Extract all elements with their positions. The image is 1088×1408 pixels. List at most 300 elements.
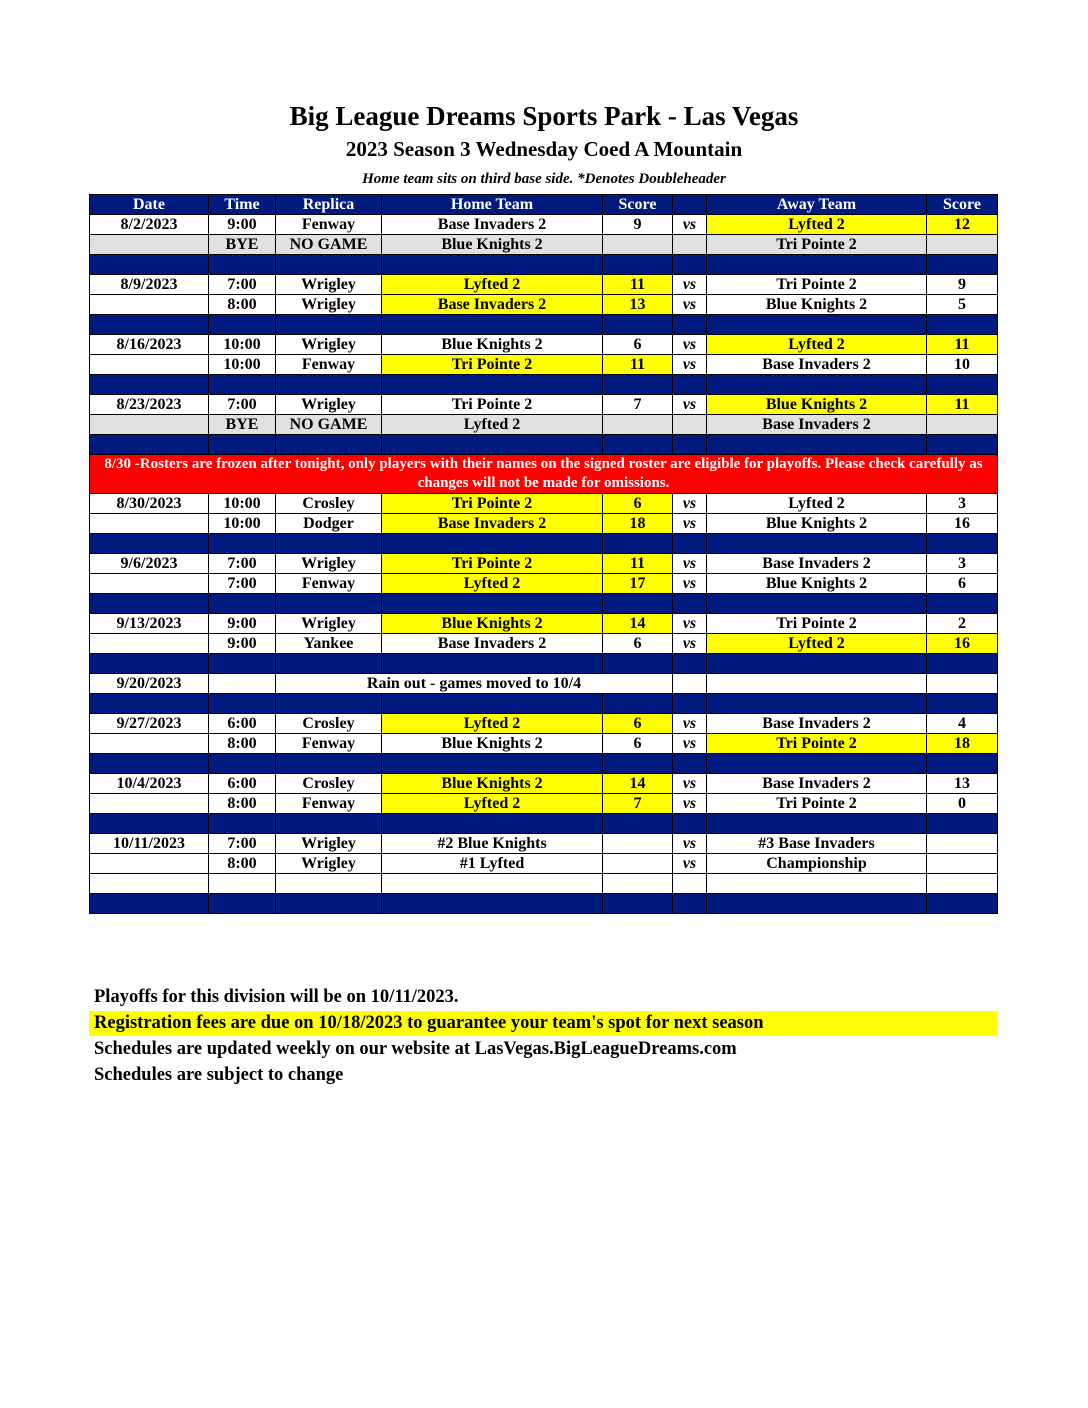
home-team-cell: Base Invaders 2 [382,215,603,235]
header-home-team: Home Team [382,195,603,215]
spacer-cell [707,594,927,614]
game-row [90,574,998,594]
game-row [90,215,998,235]
spacer-cell [382,255,603,275]
away-score-cell: 16 [927,514,998,534]
spacer-cell [276,894,382,914]
date-cell [90,355,209,375]
away-team-cell: Base Invaders 2 [707,355,927,375]
page-title: Big League Dreams Sports Park - Las Vegas [289,101,799,131]
home-score-cell [603,235,673,255]
home-score-cell: 6 [603,335,673,355]
date-cell [90,514,209,534]
away-score-cell: 16 [927,634,998,654]
home-team-cell: Base Invaders 2 [382,514,603,534]
date-cell: 8/23/2023 [90,395,209,415]
away-score-cell: 6 [927,574,998,594]
home-team-cell: Tri Pointe 2 [382,494,603,514]
home-team-cell: Lyfted 2 [382,415,603,435]
home-score-cell [603,415,673,435]
replica-field-cell: Yankee [276,634,382,654]
date-cell [90,634,209,654]
header-away-team: Away Team [707,195,927,215]
spacer-cell [603,435,673,455]
spacer-cell [707,694,927,714]
spacer-cell [382,814,603,834]
spacer-cell [382,435,603,455]
game-row [90,355,998,375]
away-score-cell: 10 [927,355,998,375]
time-cell: 8:00 [209,295,276,315]
away-score-cell: 11 [927,335,998,355]
spacer-cell [707,375,927,395]
game-row [90,395,998,415]
home-team-cell: Blue Knights 2 [382,614,603,634]
away-team-cell: Tri Pointe 2 [707,794,927,814]
change-note: Schedules are subject to change [94,1065,344,1085]
spacer-cell [276,754,382,774]
spacer-cell [927,814,998,834]
spacer-cell [673,534,707,554]
time-cell [209,674,276,694]
replica-field-cell: Fenway [276,574,382,594]
away-team-cell: #3 Base Invaders [707,834,927,854]
spacer-cell [603,894,673,914]
game-row [90,614,998,634]
replica-field-cell: Fenway [276,794,382,814]
away-team-cell: Lyfted 2 [707,634,927,654]
time-cell: 6:00 [209,774,276,794]
spacer-cell [209,814,276,834]
away-team-cell: Base Invaders 2 [707,415,927,435]
game-row [90,494,998,514]
time-cell: 10:00 [209,494,276,514]
date-cell [90,415,209,435]
header-replica: Replica [276,195,382,215]
spacer-cell [276,814,382,834]
playoffs-note: Playoffs for this division will be on 10/11/2023. [94,987,459,1007]
spacer-row [90,694,998,714]
away-score-cell: 4 [927,714,998,734]
away-team-cell: Tri Pointe 2 [707,614,927,634]
spacer-cell [90,594,209,614]
spacer-cell [382,594,603,614]
vs-cell: vs [673,634,707,654]
date-cell [90,574,209,594]
replica-field-cell: Fenway [276,215,382,235]
spacer-cell [927,435,998,455]
bye-row [90,235,998,255]
registration-note: Registration fees are due on 10/18/2023 to guarantee your team's spot for next season [89,1011,997,1036]
spacer-cell [707,255,927,275]
spacer-cell [382,534,603,554]
time-cell: 9:00 [209,614,276,634]
spacer-cell [603,814,673,834]
home-score-cell [603,834,673,854]
rainout-row [90,674,998,694]
date-cell: 9/27/2023 [90,714,209,734]
spacer-cell [927,375,998,395]
spacer-cell [382,754,603,774]
header-vs [673,195,707,215]
home-score-cell [603,874,673,894]
spacer-cell [209,315,276,335]
spacer-cell [90,654,209,674]
vs-cell: vs [673,215,707,235]
time-cell: 7:00 [209,395,276,415]
home-score-cell: 11 [603,355,673,375]
date-cell: 9/20/2023 [90,674,209,694]
vs-cell: vs [673,794,707,814]
away-score-cell: 5 [927,295,998,315]
home-team-cell [382,874,603,894]
spacer-cell [673,754,707,774]
replica-field-cell [276,874,382,894]
notice-row [90,455,998,494]
replica-field-cell: Crosley [276,494,382,514]
spacer-cell [707,814,927,834]
time-cell: 9:00 [209,215,276,235]
spacer-row [90,754,998,774]
spacer-row [90,435,998,455]
spacer-cell [276,375,382,395]
spacer-cell [382,375,603,395]
spacer-cell [209,754,276,774]
home-score-cell: 18 [603,514,673,534]
home-score-cell: 11 [603,554,673,574]
away-team-cell: Tri Pointe 2 [707,235,927,255]
home-score-cell: 17 [603,574,673,594]
spacer-row [90,255,998,275]
spacer-row [90,375,998,395]
home-score-cell: 7 [603,794,673,814]
date-cell: 9/13/2023 [90,614,209,634]
home-team-cell: Blue Knights 2 [382,734,603,754]
time-cell: 8:00 [209,794,276,814]
spacer-cell [209,594,276,614]
replica-field-cell: Fenway [276,355,382,375]
spacer-cell [707,894,927,914]
spacer-cell [382,894,603,914]
spacer-cell [90,814,209,834]
spacer-cell [673,814,707,834]
away-team-cell: Tri Pointe 2 [707,275,927,295]
time-cell: 10:00 [209,514,276,534]
away-score-cell [927,874,998,894]
spacer-row [90,534,998,554]
spacer-cell [927,654,998,674]
away-team-cell [707,674,927,694]
game-row [90,734,998,754]
spacer-cell [276,435,382,455]
away-score-cell: 11 [927,395,998,415]
vs-cell: vs [673,355,707,375]
spacer-cell [707,534,927,554]
replica-field-cell: Wrigley [276,834,382,854]
away-score-cell: 12 [927,215,998,235]
away-team-cell: Blue Knights 2 [707,295,927,315]
home-team-cell: #2 Blue Knights [382,834,603,854]
spacer-cell [276,694,382,714]
away-team-cell: Blue Knights 2 [707,395,927,415]
vs-cell: vs [673,714,707,734]
home-score-cell: 6 [603,634,673,654]
away-score-cell [927,415,998,435]
date-cell [90,734,209,754]
time-cell: 6:00 [209,714,276,734]
spacer-cell [90,754,209,774]
spacer-cell [382,694,603,714]
spacer-cell [673,654,707,674]
replica-field-cell: Wrigley [276,614,382,634]
away-team-cell [707,874,927,894]
home-team-cell: Lyfted 2 [382,714,603,734]
date-cell [90,295,209,315]
spacer-cell [673,694,707,714]
home-score-cell [603,854,673,874]
home-team-cell: Base Invaders 2 [382,634,603,654]
replica-field-cell: NO GAME [276,235,382,255]
home-team-cell: Lyfted 2 [382,574,603,594]
time-cell: 8:00 [209,734,276,754]
away-team-cell: Tri Pointe 2 [707,734,927,754]
spacer-cell [603,754,673,774]
date-cell: 8/30/2023 [90,494,209,514]
home-team-cell: Blue Knights 2 [382,774,603,794]
spacer-cell [927,694,998,714]
away-score-cell [927,834,998,854]
spacer-row [90,315,998,335]
home-score-cell: 6 [603,494,673,514]
spacer-cell [276,255,382,275]
away-score-cell: 9 [927,275,998,295]
away-team-cell: Blue Knights 2 [707,574,927,594]
time-cell: 8:00 [209,854,276,874]
spacer-cell [707,315,927,335]
spacer-cell [673,375,707,395]
replica-field-cell: Crosley [276,714,382,734]
home-score-cell: 7 [603,395,673,415]
website-note: Schedules are updated weekly on our website at LasVegas.BigLeagueDreams.com [94,1039,737,1059]
replica-field-cell: Wrigley [276,395,382,415]
spacer-cell [927,754,998,774]
date-cell: 8/2/2023 [90,215,209,235]
replica-field-cell: Dodger [276,514,382,534]
vs-cell [673,235,707,255]
schedule-table [89,194,998,914]
away-score-cell: 0 [927,794,998,814]
spacer-cell [90,435,209,455]
date-cell [90,874,209,894]
home-team-cell: Lyfted 2 [382,275,603,295]
vs-cell: vs [673,395,707,415]
home-team-cell: Base Invaders 2 [382,295,603,315]
time-cell: 7:00 [209,574,276,594]
spacer-cell [707,654,927,674]
vs-cell: vs [673,295,707,315]
game-row [90,335,998,355]
spacer-cell [90,375,209,395]
vs-cell: vs [673,614,707,634]
home-team-cell: Tri Pointe 2 [382,554,603,574]
vs-cell: vs [673,834,707,854]
away-score-cell: 2 [927,614,998,634]
home-score-cell: 13 [603,295,673,315]
home-score-cell: 11 [603,275,673,295]
away-team-cell: Blue Knights 2 [707,514,927,534]
replica-field-cell: Wrigley [276,335,382,355]
vs-cell: vs [673,574,707,594]
replica-field-cell: Wrigley [276,854,382,874]
header-away-score: Score [927,195,998,215]
spacer-cell [603,694,673,714]
spacer-cell [90,894,209,914]
spacer-cell [673,594,707,614]
spacer-row [90,594,998,614]
away-team-cell: Base Invaders 2 [707,714,927,734]
home-team-cell: Blue Knights 2 [382,335,603,355]
vs-cell: vs [673,514,707,534]
vs-cell: vs [673,275,707,295]
spacer-cell [209,375,276,395]
spacer-cell [603,534,673,554]
time-cell: 7:00 [209,275,276,295]
spacer-cell [382,654,603,674]
time-cell [209,874,276,894]
away-team-cell: Lyfted 2 [707,494,927,514]
game-row [90,854,998,874]
time-cell: 9:00 [209,634,276,654]
spacer-cell [209,894,276,914]
date-cell: 9/6/2023 [90,554,209,574]
spacer-cell [673,255,707,275]
away-team-cell: Championship [707,854,927,874]
roster-notice: 8/30 -Rosters are frozen after tonight, only players with their names on the signed roster are eligible for playoffs. Please check carefully as changes will not be made for omissions. [90,455,998,494]
spacer-cell [276,315,382,335]
bye-row [90,415,998,435]
away-score-cell [927,235,998,255]
replica-field-cell: Wrigley [276,554,382,574]
spacer-cell [603,315,673,335]
time-cell: 10:00 [209,355,276,375]
home-score-cell: 14 [603,774,673,794]
time-cell: 7:00 [209,554,276,574]
date-cell: 10/4/2023 [90,774,209,794]
spacer-cell [209,435,276,455]
away-score-cell: 3 [927,554,998,574]
date-cell: 10/11/2023 [90,834,209,854]
game-row [90,275,998,295]
home-team-cell: Lyfted 2 [382,794,603,814]
schedule-note: Home team sits on third base side. *Denotes Doubleheader [362,171,726,187]
date-cell [90,854,209,874]
game-row [90,514,998,534]
game-row [90,634,998,654]
spacer-row [90,814,998,834]
vs-cell: vs [673,734,707,754]
home-score-cell: 14 [603,614,673,634]
vs-cell: vs [673,335,707,355]
rainout-message: Rain out - games moved to 10/4 [276,674,673,694]
home-team-cell: Tri Pointe 2 [382,355,603,375]
game-row [90,714,998,734]
spacer-cell [707,754,927,774]
away-team-cell: Lyfted 2 [707,215,927,235]
home-team-cell: #1 Lyfted [382,854,603,874]
spacer-cell [927,534,998,554]
spacer-cell [276,654,382,674]
spacer-cell [276,594,382,614]
spacer-cell [927,255,998,275]
away-score-cell: 13 [927,774,998,794]
away-team-cell: Lyfted 2 [707,335,927,355]
spacer-cell [209,654,276,674]
home-score-cell: 9 [603,215,673,235]
game-row [90,295,998,315]
game-row [90,794,998,814]
game-row [90,834,998,854]
spacer-cell [673,315,707,335]
spacer-cell [603,255,673,275]
spacer-cell [276,534,382,554]
away-score-cell [927,854,998,874]
vs-cell: vs [673,554,707,574]
game-row [90,554,998,574]
spacer-cell [603,375,673,395]
spacer-cell [927,894,998,914]
spacer-cell [209,694,276,714]
home-score-cell: 6 [603,714,673,734]
date-cell: 8/16/2023 [90,335,209,355]
spacer-cell [90,694,209,714]
time-cell: 10:00 [209,335,276,355]
game-row [90,774,998,794]
spacer-row [90,894,998,914]
vs-cell: vs [673,854,707,874]
header-date: Date [90,195,209,215]
spacer-cell [927,315,998,335]
replica-field-cell: Wrigley [276,275,382,295]
spacer-cell [707,435,927,455]
game-row [90,874,998,894]
spacer-cell [603,594,673,614]
vs-cell: vs [673,774,707,794]
header-home-score: Score [603,195,673,215]
spacer-cell [90,534,209,554]
replica-field-cell: Fenway [276,734,382,754]
spacer-cell [382,315,603,335]
home-score-cell: 6 [603,734,673,754]
vs-cell [673,674,707,694]
replica-field-cell: Crosley [276,774,382,794]
time-cell: BYE [209,235,276,255]
spacer-cell [209,534,276,554]
vs-cell [673,874,707,894]
away-score-cell: 3 [927,494,998,514]
away-score-cell [927,674,998,694]
home-team-cell: Tri Pointe 2 [382,395,603,415]
spacer-cell [603,654,673,674]
vs-cell: vs [673,494,707,514]
spacer-cell [927,594,998,614]
spacer-cell [209,255,276,275]
time-cell: BYE [209,415,276,435]
replica-field-cell: Wrigley [276,295,382,315]
home-team-cell: Blue Knights 2 [382,235,603,255]
page-subtitle: 2023 Season 3 Wednesday Coed A Mountain [345,137,743,161]
date-cell [90,794,209,814]
away-score-cell: 18 [927,734,998,754]
